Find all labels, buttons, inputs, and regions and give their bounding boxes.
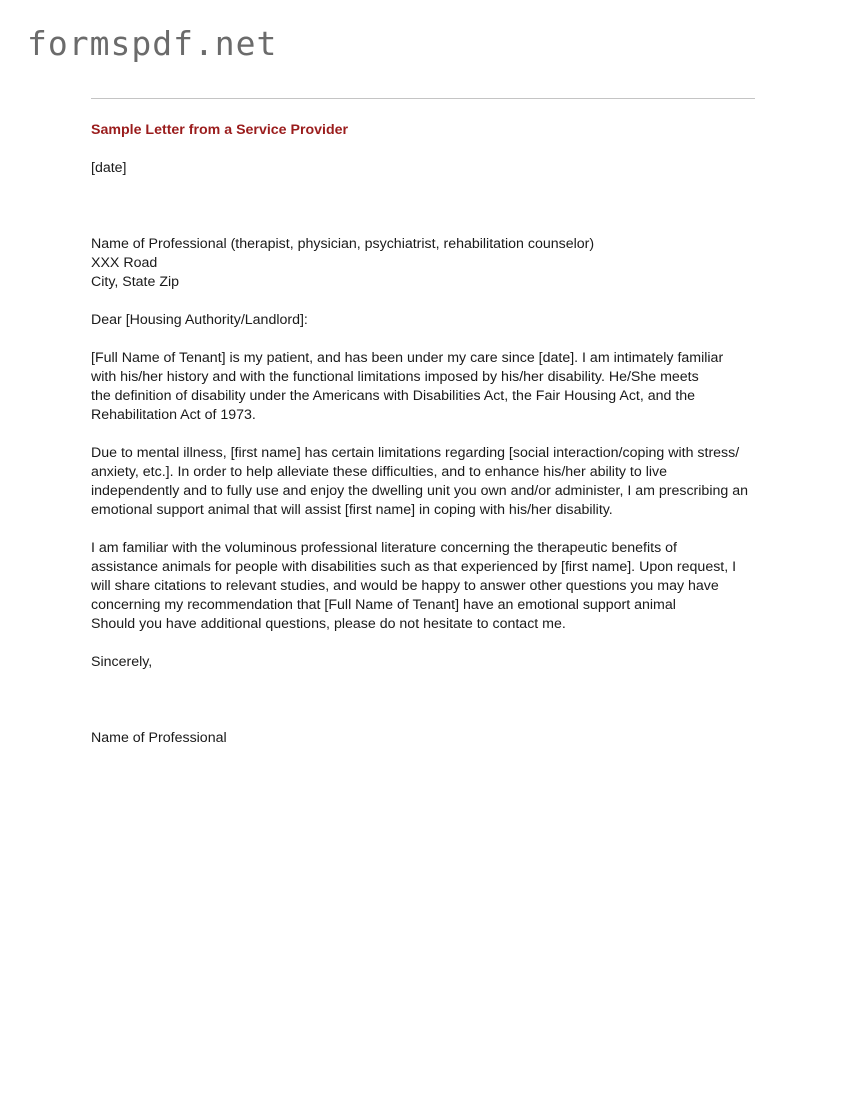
paragraph-line: assistance animals for people with disabilities such as that experienced by [first name]. Upon request, I [91,559,737,575]
address-line: XXX Road [91,255,158,271]
paragraph-line: I am familiar with the voluminous professional literature concerning the therapeutic benefits of [91,540,677,556]
paragraph-line: independently and to fully use and enjoy the dwelling unit you own and/or administer, I am prescribing an [91,483,748,499]
paragraph-line: [Full Name of Tenant] is my patient, and has been under my care since [date]. I am intimately familiar [91,350,724,366]
site-watermark: formspdf.net [27,24,278,63]
paragraph-line: Should you have additional questions, please do not hesitate to contact me. [91,616,566,632]
letter-body [91,121,761,767]
letter-date: [date] [91,160,127,176]
paragraph-line: emotional support animal that will assist [first name] in coping with his/her disability. [91,502,613,518]
address-line: Name of Professional (therapist, physician, psychiatrist, rehabilitation counselor) [91,236,595,252]
header-divider [91,98,755,99]
address-line: City, State Zip [91,274,180,290]
signature-name: Name of Professional [91,730,227,746]
paragraph-line: concerning my recommendation that [Full Name of Tenant] have an emotional support animal [91,597,676,613]
letter-title: Sample Letter from a Service Provider [91,122,349,138]
paragraph-line: with his/her history and with the functional limitations imposed by his/her disability. He/She meets [91,369,699,385]
paragraph-line: will share citations to relevant studies, and would be happy to answer other questions you may have [91,578,719,594]
closing: Sincerely, [91,654,153,670]
paragraph-patient-history [91,349,761,425]
paragraph-line: Rehabilitation Act of 1973. [91,407,256,423]
recipient-address [91,235,761,292]
paragraph-line: Due to mental illness, [first name] has certain limitations regarding [social interaction/coping with stress/ [91,445,740,461]
paragraph-limitations [91,444,761,520]
salutation: Dear [Housing Authority/Landlord]: [91,312,308,328]
paragraph-line: anxiety, etc.]. In order to help alleviate these difficulties, and to enhance his/her ability to live [91,464,667,480]
paragraph-literature [91,539,761,634]
paragraph-line: the definition of disability under the Americans with Disabilities Act, the Fair Housing Act, and the [91,388,696,404]
